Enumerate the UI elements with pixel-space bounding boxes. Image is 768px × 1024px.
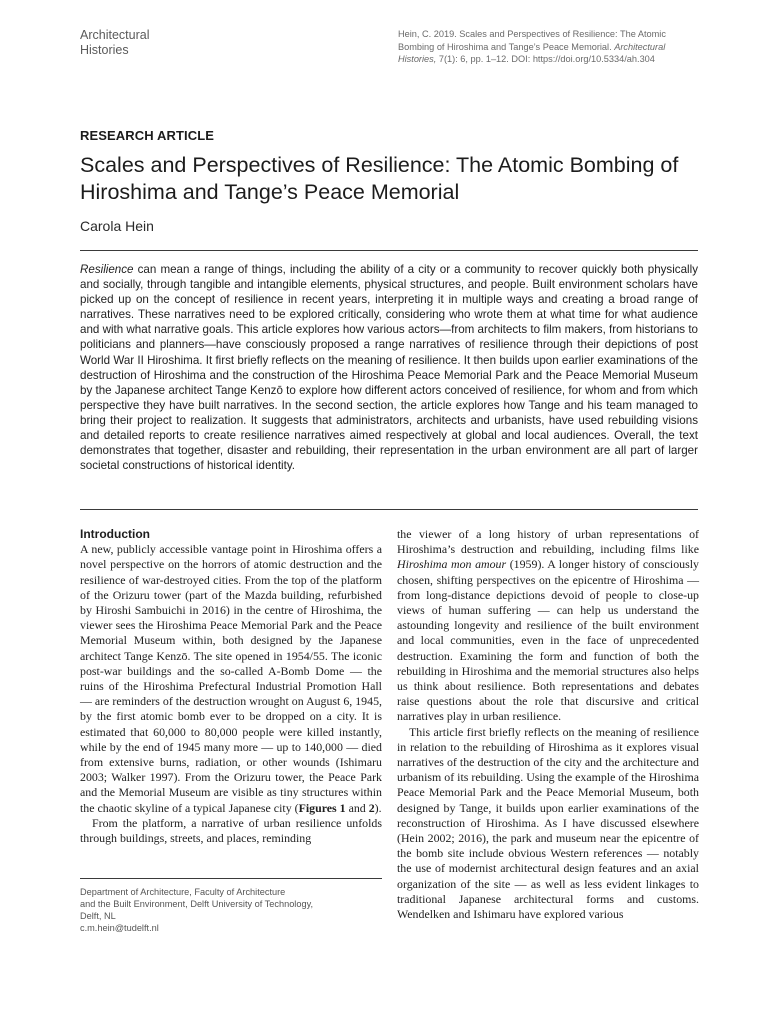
abstract bbox=[80, 262, 698, 473]
body-column-right bbox=[397, 527, 699, 922]
citation bbox=[398, 28, 698, 66]
author-email: c.m.hein@tudelft.nl bbox=[80, 923, 159, 933]
figure-reference: Figures 1 bbox=[298, 800, 346, 815]
affiliation-line: Delft, NL bbox=[80, 911, 116, 921]
paragraph-text: and bbox=[345, 800, 369, 815]
paragraph-text: the viewer of a long history of urban representations of Hiroshima’s destruction and rebuilding, including films like bbox=[397, 527, 699, 557]
footnote-divider bbox=[80, 878, 382, 879]
film-title: Hiroshima mon amour bbox=[397, 557, 507, 572]
author-name: Carola Hein bbox=[80, 218, 154, 234]
article-title: Scales and Perspectives of Resilience: The Atomic Bombing of Hiroshima and Tange’s Peace Memorial bbox=[80, 153, 679, 204]
affiliation-line: and the Built Environment, Delft University of Technology, bbox=[80, 899, 314, 909]
paragraph bbox=[397, 527, 699, 725]
citation-text: Hein, C. 2019. Scales and Perspectives of Resilience: The Atomic Bombing of Hiroshima and Tange’s Peace Memorial. bbox=[398, 29, 666, 52]
divider-top bbox=[80, 250, 698, 251]
divider-middle bbox=[80, 509, 698, 510]
journal-name bbox=[80, 28, 149, 58]
body-column-left bbox=[80, 527, 382, 846]
affiliation-line: Department of Architecture, Faculty of Architecture bbox=[80, 887, 286, 897]
journal-name-line1: Architectural bbox=[80, 28, 150, 42]
paragraph-text: (1959). A longer history of consciously chosen, shifting perspectives on the epicentre of Hiroshima — from long-distance depictions devoid of people to close-up views of human suffering — can help us understand the astounding longevity and resilience of the built environment and local communities, even in the face of unprecedented destruction. Examining the form and function of both the rebuilding in Hiroshima and the memorial structures also helps us think about resilience. Both representations and debates raise questions about the role that discursive and critical narratives play in urban resilience. bbox=[397, 557, 699, 724]
journal-name-line2: Histories bbox=[80, 43, 129, 57]
citation-journal: Architectural Histories, bbox=[398, 41, 666, 64]
paragraph-text: A new, publicly accessible vantage point in Hiroshima offers a novel perspective on the horrors of atomic destruction and the resilience of war-destroyed cities. From the top of the platform of the Orizuru tower (part of the Mazda building, refurbished by Hiroshi Sambuichi in 2016) in the centre of Hiroshima, the viewer sees the Hiroshima Peace Memorial Park and the Peace Memorial Museum within, both designed by the Japanese architect Tange Kenzō. The site opened in 1954/55. The iconic post-war buildings and the so-called A-Bomb Dome — the ruins of the Hiroshima Prefectural Industrial Promotion Hall — are reminders of the destruction wrought on August 6, 1945, by the first atomic bomb ever to be dropped on a city. It is estimated that 60,000 to 80,000 people were killed instantly, while by the end of 1945 many more — up to 140,000 — died from extensive burns, radiation, or other wounds (Ishimaru 2003; Walker 1997). From the Orizuru tower, the Peace Park and the Memorial Museum are visible as tiny structures within the chaotic skyline of a typical Japanese city ( bbox=[80, 542, 382, 815]
figure-reference: 2 bbox=[368, 800, 375, 815]
author-affiliation bbox=[80, 886, 382, 934]
paragraph bbox=[80, 542, 382, 816]
abstract-lead-word: Resilience bbox=[80, 263, 134, 276]
paragraph-text: ). bbox=[374, 800, 382, 815]
article-type: RESEARCH ARTICLE bbox=[80, 128, 215, 143]
abstract-text: can mean a range of things, including the ability of a city or a community to recover quickly both physically and socially, through tangible and intangible elements, physical structures, and people. Built environment scholars have picked up on the concept of resilience in recent years, interpreting it in multiple ways and creating a broad range of narratives. These narratives need to be explored critically, considering who wrote them at what time for what audience and with what narrative goals. This article explores how various actors—from architects to film makers, from historians to politicians and planners—have consciously proposed a range narratives of resilience through their depictions of post World War II Hiroshima. It first briefly reflects on the meaning of resilience. It then builds upon earlier examinations of the destruction of Hiroshima and the construction of the Hiroshima Peace Memorial Park and the Peace Memorial Museum by the Japanese architect Tange Kenzō to explore how different actors conceived of resilience, for whom and from which perspective they have built narratives. In the second section, the article explores how Tange and his team managed to bring their project to realization. It suggests that administrators, architects and urbanists, have used rebuilding visions and detailed reports to create resilience narratives aimed respectively at global and local audiences. Overall, the text demonstrates that together, disaster and rebuilding, their representation in the urban environment are all part of larger societal constructions of historical identity. bbox=[80, 263, 698, 473]
section-heading: Introduction bbox=[80, 527, 150, 541]
citation-details: 7(1): 6, pp. 1–12. DOI: https://doi.org/10.5334/ah.304 bbox=[436, 54, 655, 64]
paragraph: This article first briefly reflects on the meaning of resilience in relation to the rebuilding of Hiroshima as it explores visual narratives of the destruction of the city and the architecture and urbanism of its rebuilding. Using the example of the Hiroshima Peace Memorial Park and the Peace Memorial Museum, both designed by Tange, it builds upon earlier examinations of the reconstruction of Hiroshima. As I have discussed elsewhere (Hein 2002; 2016), the park and museum near the epicentre of the bomb site include obvious Western references — notably the use of modernist architectural design features and an axial organization of the site — as well as less evident linkages to traditional Japanese architectural forms and customs. Wendelken and Ishimaru have explored various bbox=[397, 724, 699, 922]
paragraph: From the platform, a narrative of urban resilience unfolds through buildings, streets, and places, reminding bbox=[80, 815, 382, 846]
